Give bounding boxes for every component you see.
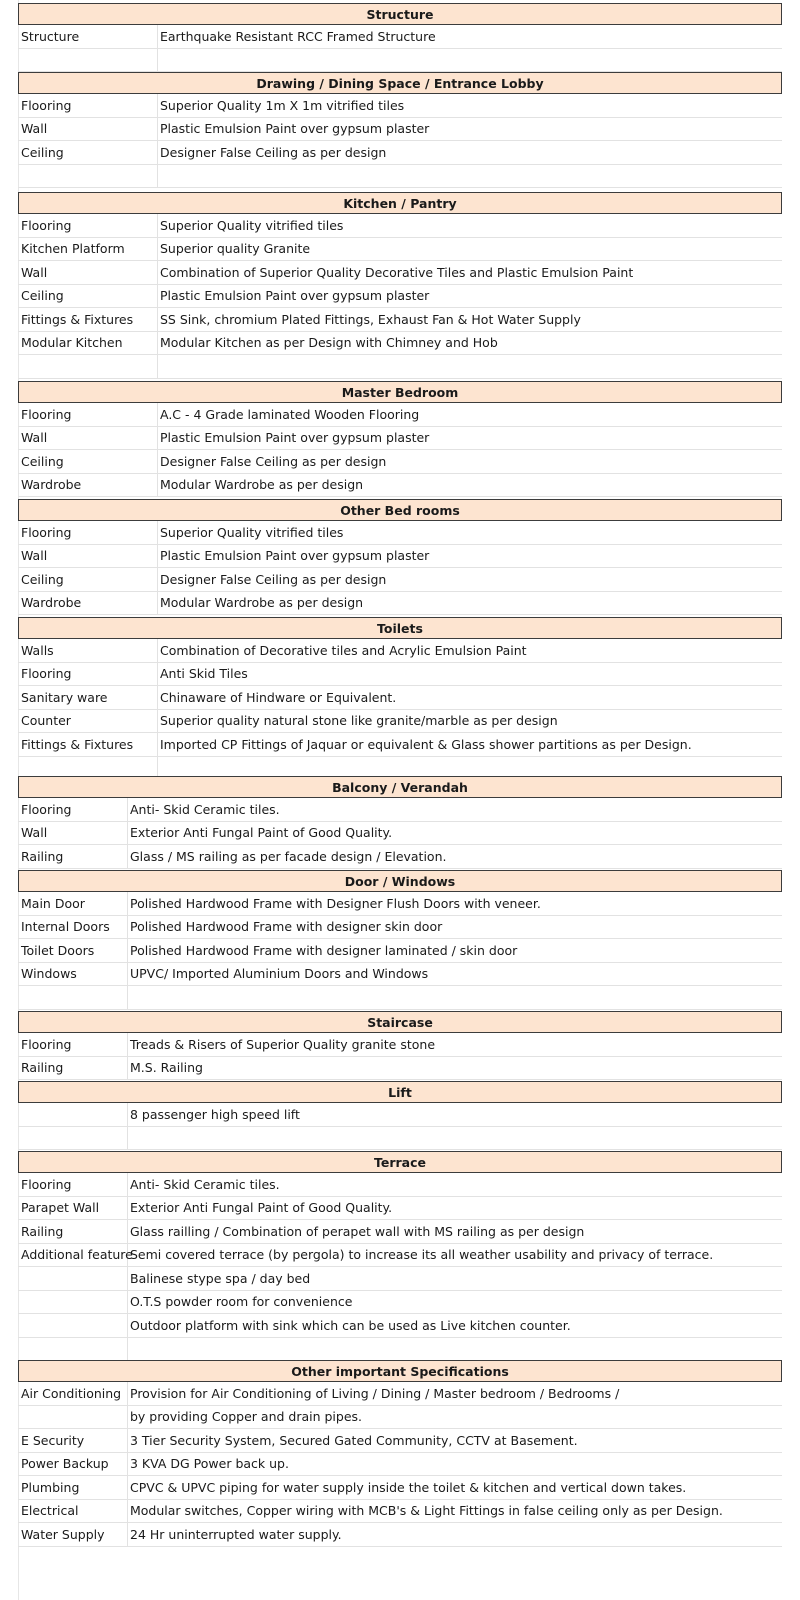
spec-row [18, 545, 782, 569]
spec-row [18, 474, 782, 498]
column-divider [157, 686, 158, 709]
spec-label: Railing [21, 1223, 64, 1239]
spec-row [18, 939, 782, 963]
spec-label: Flooring [21, 1036, 72, 1052]
column-divider [127, 963, 128, 986]
column-divider [127, 1103, 128, 1126]
column-divider [157, 568, 158, 591]
spec-row [18, 1338, 782, 1362]
column-divider [127, 939, 128, 962]
spec-row [18, 1500, 782, 1524]
spec-label: Flooring [21, 97, 72, 113]
column-divider [127, 1314, 128, 1337]
spec-row [18, 355, 782, 379]
spec-label: Ceiling [21, 288, 64, 304]
spec-value: Polished Hardwood Frame with designer skin door [130, 919, 443, 935]
column-divider [127, 822, 128, 845]
spec-value: Modular switches, Copper wiring with MCB's & Light Fittings in false ceiling only as per Design. [130, 1503, 723, 1519]
column-divider [157, 285, 158, 308]
spec-label: Toilet Doors [21, 942, 95, 958]
spec-row [18, 663, 782, 687]
spec-label: Railing [21, 848, 64, 864]
spec-label: Fittings & Fixtures [21, 311, 134, 327]
spec-value: Plastic Emulsion Paint over gypsum plaster [160, 121, 430, 137]
spec-value: 24 Hr uninterrupted water supply. [130, 1526, 342, 1542]
spec-label: Railing [21, 1060, 64, 1076]
spec-value: Modular Kitchen as per Design with Chimney and Hob [160, 335, 498, 351]
spec-label: Ceiling [21, 571, 64, 587]
section-title: Other important Specifications [291, 1363, 509, 1379]
spec-value: Anti Skid Tiles [160, 666, 248, 682]
column-divider [127, 798, 128, 821]
spec-row [18, 1127, 782, 1151]
spec-label: Flooring [21, 666, 72, 682]
spec-label: Plumbing [21, 1479, 80, 1495]
spec-label: Wall [21, 430, 48, 446]
column-divider [157, 261, 158, 284]
spec-value: Exterior Anti Fungal Paint of Good Quality. [130, 1200, 393, 1216]
spec-value: Semi covered terrace (by pergola) to increase its all weather usability and privacy of terrace. [130, 1247, 714, 1263]
spec-label: Modular Kitchen [21, 335, 123, 351]
section-header [18, 1360, 782, 1382]
spec-row [18, 1173, 782, 1197]
spec-row [18, 521, 782, 545]
column-divider [157, 639, 158, 662]
spec-row [18, 710, 782, 734]
section-title: Terrace [374, 1154, 426, 1170]
spec-label: Fittings & Fixtures [21, 736, 134, 752]
column-divider [127, 1338, 128, 1361]
spec-row [18, 822, 782, 846]
spec-row [18, 686, 782, 710]
spec-value: Superior Quality 1m X 1m vitrified tiles [160, 97, 405, 113]
spec-value: Designer False Ceiling as per design [160, 144, 387, 160]
spec-label: Ceiling [21, 453, 64, 469]
spec-value: Superior quality natural stone like granite/marble as per design [160, 713, 558, 729]
spec-label: Parapet Wall [21, 1200, 100, 1216]
column-divider [157, 94, 158, 117]
spec-row [18, 568, 782, 592]
spec-label: Walls [21, 642, 54, 658]
spec-row [18, 1267, 782, 1291]
column-divider [157, 332, 158, 355]
column-divider [157, 355, 158, 378]
spec-value: Earthquake Resistant RCC Framed Structure [160, 28, 436, 44]
spec-value: Superior Quality vitrified tiles [160, 524, 344, 540]
spec-value: Designer False Ceiling as per design [160, 453, 387, 469]
spec-row [18, 1523, 782, 1547]
section-title: Structure [366, 6, 434, 22]
column-divider [127, 1500, 128, 1523]
spec-row [18, 118, 782, 142]
spec-value: SS Sink, chromium Plated Fittings, Exhaust Fan & Hot Water Supply [160, 311, 581, 327]
column-divider [157, 592, 158, 615]
spec-row [18, 214, 782, 238]
column-divider [127, 1127, 128, 1150]
spec-label: Additional feature [21, 1247, 133, 1263]
spec-row [18, 1220, 782, 1244]
column-divider [127, 1523, 128, 1546]
spec-value: Imported CP Fittings of Jaquar or equivalent & Glass shower partitions as per Design. [160, 736, 692, 752]
column-divider [127, 1476, 128, 1499]
spec-row [18, 165, 782, 189]
section-header [18, 776, 782, 798]
spec-label: Electrical [21, 1503, 79, 1519]
section-header [18, 192, 782, 214]
spec-row [18, 916, 782, 940]
spec-label: Flooring [21, 217, 72, 233]
spec-value: Modular Wardrobe as per design [160, 477, 364, 493]
column-divider [157, 663, 158, 686]
section-title: Door / Windows [344, 873, 456, 889]
column-divider [127, 986, 128, 1009]
column-divider [157, 25, 158, 48]
spec-row [18, 845, 782, 869]
section-title: Toilets [377, 620, 423, 636]
spec-row [18, 332, 782, 356]
column-divider [127, 1267, 128, 1290]
spec-value: Plastic Emulsion Paint over gypsum plaster [160, 430, 430, 446]
spec-value: 8 passenger high speed lift [130, 1106, 300, 1122]
spec-row [18, 1453, 782, 1477]
spec-row [18, 639, 782, 663]
column-divider [127, 1197, 128, 1220]
spec-row [18, 892, 782, 916]
spec-row [18, 427, 782, 451]
spec-value: Plastic Emulsion Paint over gypsum plaster [160, 288, 430, 304]
section-header [18, 381, 782, 403]
spec-row [18, 1103, 782, 1127]
spec-value: Superior Quality vitrified tiles [160, 217, 344, 233]
spec-value: 3 KVA DG Power back up. [130, 1456, 289, 1472]
section-title: Master Bedroom [341, 384, 459, 400]
spec-row [18, 1197, 782, 1221]
spec-value: M.S. Railing [130, 1060, 203, 1076]
spec-row [18, 1244, 782, 1268]
section-header [18, 870, 782, 892]
spec-row [18, 49, 782, 73]
spec-value: UPVC/ Imported Aluminium Doors and Windows [130, 966, 429, 982]
column-divider [157, 165, 158, 188]
spec-row [18, 261, 782, 285]
column-divider [157, 427, 158, 450]
column-divider [157, 141, 158, 164]
spec-label: Power Backup [21, 1456, 109, 1472]
column-divider [157, 214, 158, 237]
spec-value: Balinese stype spa / day bed [130, 1270, 311, 1286]
section-header [18, 617, 782, 639]
column-divider [127, 916, 128, 939]
spec-row [18, 986, 782, 1010]
spec-row [18, 25, 782, 49]
spec-row [18, 1382, 782, 1406]
spec-value: Outdoor platform with sink which can be used as Live kitchen counter. [130, 1317, 571, 1333]
spec-row [18, 141, 782, 165]
spec-value: Glass railling / Combination of perapet wall with MS railing as per design [130, 1223, 585, 1239]
column-divider [127, 1057, 128, 1080]
column-divider [127, 1220, 128, 1243]
spec-value: Exterior Anti Fungal Paint of Good Quality. [130, 825, 393, 841]
spec-label: Sanitary ware [21, 689, 108, 705]
spec-value: Anti- Skid Ceramic tiles. [130, 801, 280, 817]
column-divider [157, 49, 158, 72]
spec-value: Chinaware of Hindware or Equivalent. [160, 689, 397, 705]
spec-value: Anti- Skid Ceramic tiles. [130, 1176, 280, 1192]
column-divider [157, 308, 158, 331]
column-divider [157, 450, 158, 473]
spec-label: Air Conditioning [21, 1385, 122, 1401]
spec-value: 3 Tier Security System, Secured Gated Community, CCTV at Basement. [130, 1432, 578, 1448]
spec-row [18, 308, 782, 332]
column-divider [127, 892, 128, 915]
column-divider [157, 238, 158, 261]
spec-value: O.T.S powder room for convenience [130, 1294, 353, 1310]
spec-label: Ceiling [21, 144, 64, 160]
section-header [18, 72, 782, 94]
section-header [18, 499, 782, 521]
column-divider [157, 521, 158, 544]
spec-label: Counter [21, 713, 71, 729]
column-divider [127, 1429, 128, 1452]
column-divider [157, 474, 158, 497]
spec-value: Treads & Risers of Superior Quality granite stone [130, 1036, 436, 1052]
section-title: Staircase [367, 1014, 433, 1030]
spec-value: Plastic Emulsion Paint over gypsum plaster [160, 548, 430, 564]
spec-row [18, 285, 782, 309]
spec-label: Windows [21, 966, 77, 982]
spec-value: Designer False Ceiling as per design [160, 571, 387, 587]
spec-label: Main Door [21, 895, 85, 911]
spec-value: Combination of Superior Quality Decorative Tiles and Plastic Emulsion Paint [160, 264, 634, 280]
column-divider [127, 1406, 128, 1429]
spec-row [18, 1033, 782, 1057]
spec-value: CPVC & UPVC piping for water supply inside the toilet & kitchen and vertical down takes. [130, 1479, 687, 1495]
spec-label: Flooring [21, 524, 72, 540]
section-header [18, 3, 782, 25]
section-title: Other Bed rooms [340, 502, 460, 518]
section-title: Lift [388, 1084, 412, 1100]
column-divider [127, 845, 128, 868]
column-divider [127, 1173, 128, 1196]
spec-value: A.C - 4 Grade laminated Wooden Flooring [160, 406, 420, 422]
column-divider [127, 1382, 128, 1405]
spec-row [18, 1406, 782, 1430]
spec-value: by providing Copper and drain pipes. [130, 1409, 363, 1425]
spec-value: Modular Wardrobe as per design [160, 595, 364, 611]
spec-label: Water Supply [21, 1526, 105, 1542]
spec-row [18, 1429, 782, 1453]
spec-row [18, 1057, 782, 1081]
spec-row [18, 1314, 782, 1338]
spec-label: Wall [21, 825, 48, 841]
column-divider [157, 403, 158, 426]
spec-row [18, 592, 782, 616]
spec-value: Provision for Air Conditioning of Living / Dining / Master bedroom / Bedrooms / [130, 1385, 620, 1401]
spec-value: Combination of Decorative tiles and Acrylic Emulsion Paint [160, 642, 527, 658]
spec-value: Superior quality Granite [160, 241, 311, 257]
column-divider [157, 733, 158, 756]
spec-row [18, 733, 782, 757]
section-header [18, 1151, 782, 1173]
spec-label: Flooring [21, 406, 72, 422]
spec-row [18, 1291, 782, 1315]
section-title: Drawing / Dining Space / Entrance Lobby [256, 75, 544, 91]
spec-row [18, 450, 782, 474]
spec-label: Wall [21, 264, 48, 280]
spec-label: Wardrobe [21, 595, 82, 611]
column-divider [157, 545, 158, 568]
column-divider [127, 1033, 128, 1056]
spec-row [18, 963, 782, 987]
spec-label: E Security [21, 1432, 85, 1448]
spec-label: Wall [21, 121, 48, 137]
spec-label: Internal Doors [21, 919, 110, 935]
spec-row [18, 1476, 782, 1500]
spec-value: Polished Hardwood Frame with Designer Flush Doors with veneer. [130, 895, 541, 911]
section-header [18, 1081, 782, 1103]
spec-row [18, 238, 782, 262]
spec-label: Wardrobe [21, 477, 82, 493]
column-divider [127, 1291, 128, 1314]
spec-row [18, 403, 782, 427]
spec-label: Kitchen Platform [21, 241, 125, 257]
spec-row [18, 798, 782, 822]
column-divider [127, 1453, 128, 1476]
spec-label: Wall [21, 548, 48, 564]
spec-value: Glass / MS railing as per facade design / Elevation. [130, 848, 447, 864]
spec-label: Structure [21, 28, 80, 44]
spec-value: Polished Hardwood Frame with designer laminated / skin door [130, 942, 518, 958]
section-header [18, 1011, 782, 1033]
spec-row [18, 94, 782, 118]
column-divider [157, 118, 158, 141]
section-title: Balcony / Verandah [332, 779, 468, 795]
spec-label: Flooring [21, 801, 72, 817]
section-title: Kitchen / Pantry [343, 195, 457, 211]
column-divider [157, 710, 158, 733]
spec-label: Flooring [21, 1176, 72, 1192]
